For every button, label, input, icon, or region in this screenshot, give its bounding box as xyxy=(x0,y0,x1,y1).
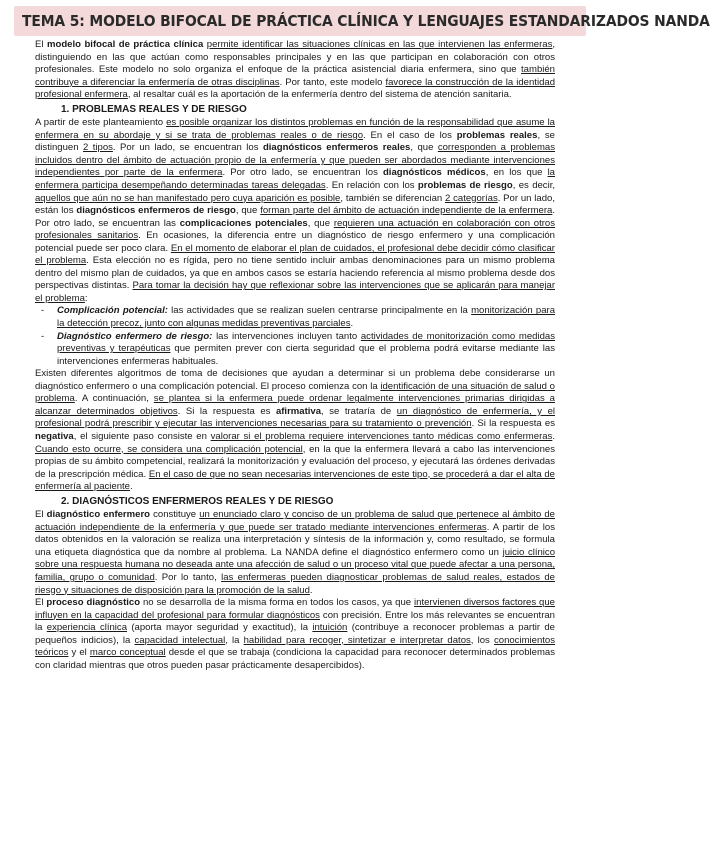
text-run: . xyxy=(552,430,555,442)
underlined-text: corresponden a problemas incluidos dentro del ámbito de actuación propio de la enfermería y que pueden ser abordados mediante intervenciones independientes por parte de la enfermera xyxy=(35,142,555,179)
text-run: . Por otro lado, se encuentran los xyxy=(222,167,383,179)
underlined-text: monitorización para la detección precoz, junto con algunas medidas preventivas parciales xyxy=(57,305,556,330)
list-item-diagnostico-riesgo xyxy=(57,331,555,369)
text-run: . Por un lado, están los xyxy=(35,192,555,217)
underlined-text: En el caso de que no sean necesarias intervenciones de este tipo, se procederá a dar el alta de enfermería al paciente xyxy=(35,468,555,493)
underlined-text: capacidad intelectual xyxy=(134,634,226,646)
text-run: . Por tanto, este modelo xyxy=(279,76,386,88)
text-run: . Esta elección no es rígida, pero no tiene sentido incluir ambas denominaciones para un mismo problema dentro del mismo plan de cuidados, ya que en ambos casos se estaría haciendo referencia al mismo problema desde dos perspectivas distintas. xyxy=(35,255,555,292)
bold-term: complicaciones potenciales xyxy=(179,217,308,229)
underlined-text: marco conceptual xyxy=(89,647,166,659)
text-run: . Si la respuesta es xyxy=(177,405,276,417)
underlined-text: experiencia clínica xyxy=(46,622,128,634)
text-run: , también se diferencian xyxy=(340,192,446,204)
bold-term: Complicación potencial: xyxy=(57,305,168,317)
text-run: , en los que xyxy=(485,167,548,179)
text-run: que permiten prever con cierta seguridad que el problema podrá evitarse mediante las intervenciones enfermeras habituales. xyxy=(57,343,555,367)
text-run: . xyxy=(350,318,354,330)
text-run: . A partir de los datos obtenidos en la valoración se realiza una interpretación y síntesis de la información y, como resultado, se formula una etiqueta diagnóstica que da nombre al problema. La NANDA define el diagnóstico enfermero como un xyxy=(35,521,555,558)
text-run: . A continuación, xyxy=(74,393,154,405)
list-item-complicacion-potencial xyxy=(57,305,555,330)
underlined-text: se plantea si la enfermera puede ordenar legalmente intervenciones primarias dirigidas a alcanzar determinados objetivos xyxy=(35,393,555,417)
underlined-text: la enfermera participa desempeñando determinadas tareas delegadas xyxy=(35,167,555,192)
text-run: , que xyxy=(410,142,438,154)
underlined-text: las enfermeras pueden diagnosticar problemas de salud reales, estados de riesgo y situaciones de disposición para la promoción de la salud xyxy=(35,571,555,596)
text-run: . xyxy=(309,584,313,596)
text-run: , el siguiente paso consiste en xyxy=(73,430,211,442)
page-title: TEMA 5: MODELO BIFOCAL DE PRÁCTICA CLÍNICA Y LENGUAJES ESTANDARIZADOS NANDA xyxy=(22,12,710,30)
bold-term: proceso diagnóstico xyxy=(46,597,141,609)
text-run: , se trataría de xyxy=(321,405,397,417)
text-run: constituye xyxy=(150,509,200,521)
underlined-text: identificación de una situación de salud o problema xyxy=(35,380,555,405)
bold-term: Diagnóstico enfermero de riesgo: xyxy=(57,330,213,342)
text-run: (contribuye a reconocer problemas a partir de pequeños indicios), la xyxy=(35,622,555,646)
text-run: (aporta mayor seguridad y exactitud), la xyxy=(127,622,313,634)
underlined-text: Cuando esto ocurre, se considera una complicación potencial xyxy=(35,443,303,455)
text-run: . Por un lado, se encuentran los xyxy=(112,142,263,154)
text-run: no se desarrolla de la misma forma en todos los casos, ya que xyxy=(140,597,415,609)
text-run: El xyxy=(35,509,47,521)
text-run: con precisión. Entre los más relevantes se encuentran la xyxy=(35,609,555,634)
text-run: las intervenciones incluyen tanto xyxy=(212,330,361,342)
text-run: , es decir, xyxy=(512,180,556,192)
bold-term: modelo bifocal de práctica clínica xyxy=(47,39,204,50)
bold-term: diagnósticos médicos xyxy=(382,167,486,179)
underlined-text: conocimientos teóricos xyxy=(35,634,556,659)
section2-paragraph-1 xyxy=(35,509,555,597)
text-run: , la xyxy=(225,634,244,646)
text-run: las actividades que se realizan suelen centrarse principalmente en la xyxy=(167,305,472,317)
bold-term: problemas reales xyxy=(456,129,538,141)
underlined-text: requieren una actuación en colaboración con otros profesionales sanitarios xyxy=(35,217,556,242)
text-run: . Por otro lado, se encuentran las xyxy=(35,205,555,229)
bold-term: negativa xyxy=(35,430,74,442)
intro-paragraph xyxy=(35,39,555,102)
bold-term: problemas de riesgo xyxy=(417,180,513,192)
underlined-text: es posible organizar los distintos problemas en función de la responsabilidad que asume la enfermera en su abordaje y si se trata de problemas reales o de riesgo xyxy=(35,117,555,141)
text-run: y el xyxy=(68,647,90,659)
text-run: . En relación con los xyxy=(325,180,418,192)
text-run: . En el caso de los xyxy=(363,129,457,141)
text-run: A partir de este planteamiento xyxy=(35,117,167,129)
underlined-text: actividades de monitorización como medidas preventivas y terapéuticas xyxy=(57,330,555,355)
document-body xyxy=(35,39,555,672)
text-run: , que xyxy=(307,217,334,229)
underlined-text: permite identificar las situaciones clínicas en las que intervienen las enfermeras xyxy=(206,39,553,50)
underlined-text: Para tomar la decisión hay que reflexionar sobre las intervenciones que se aplicarán para manejar el problema xyxy=(35,280,555,304)
text-run: . xyxy=(130,481,133,493)
underlined-text: juicio clínico sobre una respuesta humana no deseada ante una afección de salud o un proceso vital que puede afectar a una persona, familia, grupo o comunidad xyxy=(35,546,556,583)
underlined-text: valorar si el problema requiere intervenciones tanto médicas como enfermeras xyxy=(210,430,553,442)
underlined-text: 2 categorías xyxy=(445,192,498,204)
bold-term: diagnóstico enfermero xyxy=(46,509,150,521)
underlined-text: aquellos que aún no se han manifestado pero cuya aparición es posible xyxy=(35,192,341,204)
section-heading-2: 2. DIAGNÓSTICOS ENFERMEROS REALES Y DE RIESGO xyxy=(61,495,334,507)
text-run: desde el que se trabaja (condiciona la capacidad para reconocer determinados problemas con claridad mientras que otros pueden pasar prácticamente desapercibidos). xyxy=(35,647,555,671)
underlined-text: forman parte del ámbito de actuación independiente de la enfermera xyxy=(260,205,553,217)
text-run: , se distinguen xyxy=(35,129,555,154)
text-run: , los xyxy=(470,634,494,646)
text-run: , en la que la enfermera llevará a cabo las intervenciones propias de su ámbito competencial, realizará la monitorización y evaluación del proceso, y ejecutará las órdenes derivadas de la prescripción médica. xyxy=(35,443,555,480)
section2-paragraph-2 xyxy=(35,597,555,672)
bold-term: diagnósticos enfermeros de riesgo xyxy=(76,205,236,217)
underlined-text: habilidad para recoger, sintetizar e interpretar datos xyxy=(243,634,471,646)
underlined-text: también contribuye a diferenciar la enfermería de otras disciplinas xyxy=(35,64,555,88)
text-run: , al resaltar cuál es la aportación de la enfermería dentro del sistema de atención sanitaria. xyxy=(127,89,512,101)
text-run: . Si la respuesta es xyxy=(471,418,555,430)
bold-term: afirmativa xyxy=(275,405,322,417)
bold-term: diagnósticos enfermeros reales xyxy=(262,142,411,154)
underlined-text: intuición xyxy=(312,622,348,634)
section1-list xyxy=(35,305,555,368)
text-run: , que xyxy=(235,205,261,217)
underlined-text: intervienen diversos factores que influyen en la capacidad del profesional para formular diagnósticos xyxy=(35,597,555,621)
text-run: , distinguiendo en las que actúan como responsables principales y en las que participan en colaboración con otros profesionales. Este modelo no solo organiza el enfoque de la práctica asistencial diaria enfermera, sino que xyxy=(35,39,556,76)
underlined-text: favorece la construcción de la identidad profesional enfermera xyxy=(35,76,556,101)
text-run: El xyxy=(35,39,48,50)
underlined-text: un enunciado claro y conciso de un problema de salud que pertenece al ámbito de actuación independiente de la enfermería y que puede ser tratado mediante intervenciones enfermeras xyxy=(35,509,555,533)
text-run: El xyxy=(35,597,47,609)
text-run: . En ocasiones, la diferencia entre un diagnóstico de riesgo enfermero y una complicación potencial puede ser poco clara. xyxy=(35,230,555,254)
text-run: . Por lo tanto, xyxy=(154,571,222,583)
section1-paragraph-1 xyxy=(35,117,555,305)
section1-paragraph-2 xyxy=(35,368,555,493)
underlined-text: 2 tipos xyxy=(82,142,113,154)
text-run: Existen diferentes algoritmos de toma de decisiones que ayudan a determinar si un problema debe considerarse un diagnóstico enfermero o una complicación potencial. El proceso comienza con la xyxy=(35,368,555,392)
section-heading-1: 1. PROBLEMAS REALES Y DE RIESGO xyxy=(61,103,247,115)
underlined-text: un diagnóstico de enfermería, y el profesional podrá prescribir y ejecutar las intervenciones necesarias para su tratamiento o prevención xyxy=(35,405,555,430)
text-run: : xyxy=(84,292,88,304)
underlined-text: En el momento de elaborar el plan de cuidados, el profesional debe decidir cómo clasificar el problema xyxy=(35,242,555,267)
